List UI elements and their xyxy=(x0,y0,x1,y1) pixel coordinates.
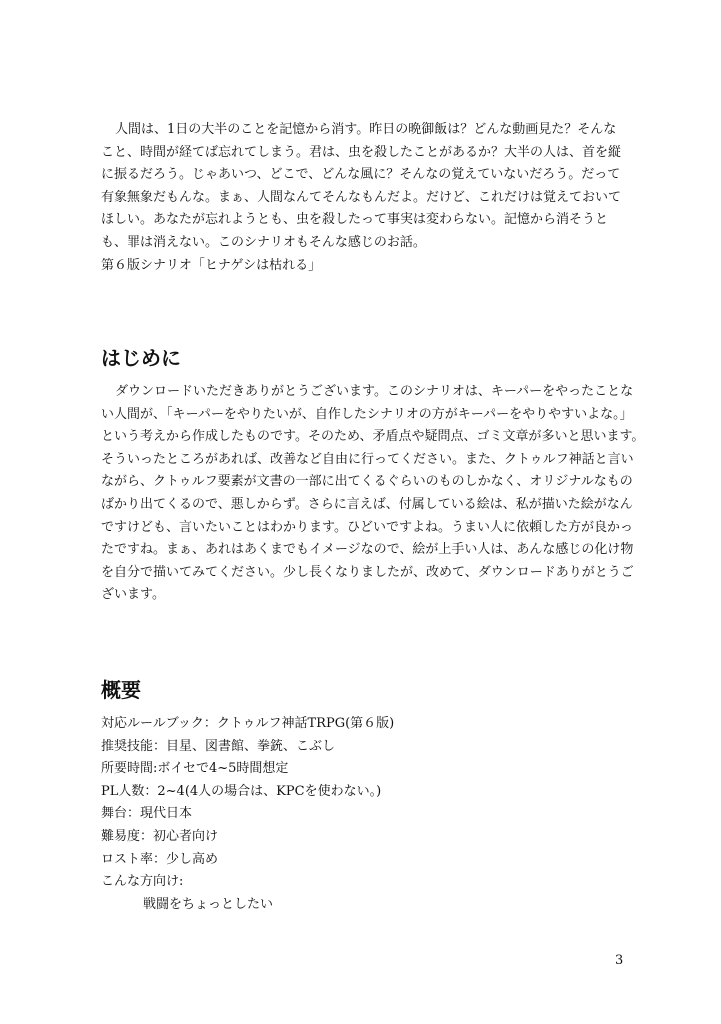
overview-item: 難易度：初心者向け xyxy=(101,828,219,844)
text-line: い人間が、「キーパーをやりたいが、自作したシナリオの方がキーパーをやりやすいよな。」 xyxy=(101,406,633,422)
text-line: ほしい。あなたが忘れようとも、虫を殺したって事実は変わらない。記憶から消そうと xyxy=(101,212,609,228)
intro-paragraph xyxy=(101,119,626,277)
overview-item: PL人数：2~4(4人の場合は、KPCを使わない。) xyxy=(101,783,382,799)
text-line: という考えから作成したものです。そのため、矛盾点や疑問点、ゴミ文章が多いと思います。 xyxy=(101,429,645,445)
text-line: ダウンロードいただきありがとうございます。このシナリオは、キーパーをやったことな xyxy=(115,384,634,399)
overview-item: 舞台：現代日本 xyxy=(101,806,193,822)
hajimeni-paragraph xyxy=(101,381,645,607)
text-line: ながら、クトゥルフ要素が文書の一部に出てくるぐらいのものしかなく、オリジナルなもの xyxy=(101,474,633,490)
heading-hajimeni: はじめに xyxy=(101,346,181,370)
text-line: ですけども、言いたいことはわかります。ひどいですよね。うまい人に依頼した方が良かっ xyxy=(101,519,633,535)
text-line: ばかり出てくるので、悪しからず。さらに言えば、付属している絵は、私が描いた絵がなん xyxy=(101,496,633,512)
text-line: に振るだろう。じゃあいつ、どこで、どんな風に？そんなの覚えていないだろう。だって xyxy=(101,167,621,183)
text-line: 有象無象だもんな。まぁ、人間なんてそんなもんだよ。だけど、これだけは覚えておいて xyxy=(101,189,622,205)
text-line: そういったところがあれば、改善など自由に行ってください。また、クトゥルフ神話と言い xyxy=(101,451,634,467)
overview-item: 対応ルールブック：クトゥルフ神話TRPG(第６版) xyxy=(101,716,395,731)
overview-item: 所要時間:ボイセで4~5時間想定 xyxy=(101,761,289,777)
text-line: 人間は、1日の大半のことを記憶から消す。昨日の晩御飯は？どんな動画見た？そんな xyxy=(115,122,617,137)
overview-list xyxy=(101,713,626,916)
overview-sub-item: 戦闘をちょっとしたい xyxy=(143,896,274,912)
text-line: こと、時間が経てば忘れてしまう。君は、虫を殺したことがあるか？大半の人は、首を縦 xyxy=(101,144,622,160)
overview-item: ロスト率：少し高め xyxy=(101,851,219,867)
text-line: たですね。まぁ、あれはあくまでもイメージなので、絵が上手い人は、あんな感じの化け物 xyxy=(101,542,634,558)
text-line: を自分で描いてみてください。少し長くなりましたが、改めて、ダウンロードありがとうご xyxy=(101,564,634,580)
page-number: 3 xyxy=(615,953,624,968)
overview-item: 推奨技能：目星、図書館、拳銃、こぶし xyxy=(101,738,336,754)
heading-overview: 概要 xyxy=(101,678,141,702)
text-line: ざいます。 xyxy=(101,587,165,603)
text-line: も、罪は消えない。このシナリオもそんな感じのお話。 xyxy=(101,234,426,250)
scenario-title-line: 第６版シナリオ「ヒナゲシは枯れる」 xyxy=(101,257,322,273)
overview-item: こんな方向け: xyxy=(101,874,184,890)
